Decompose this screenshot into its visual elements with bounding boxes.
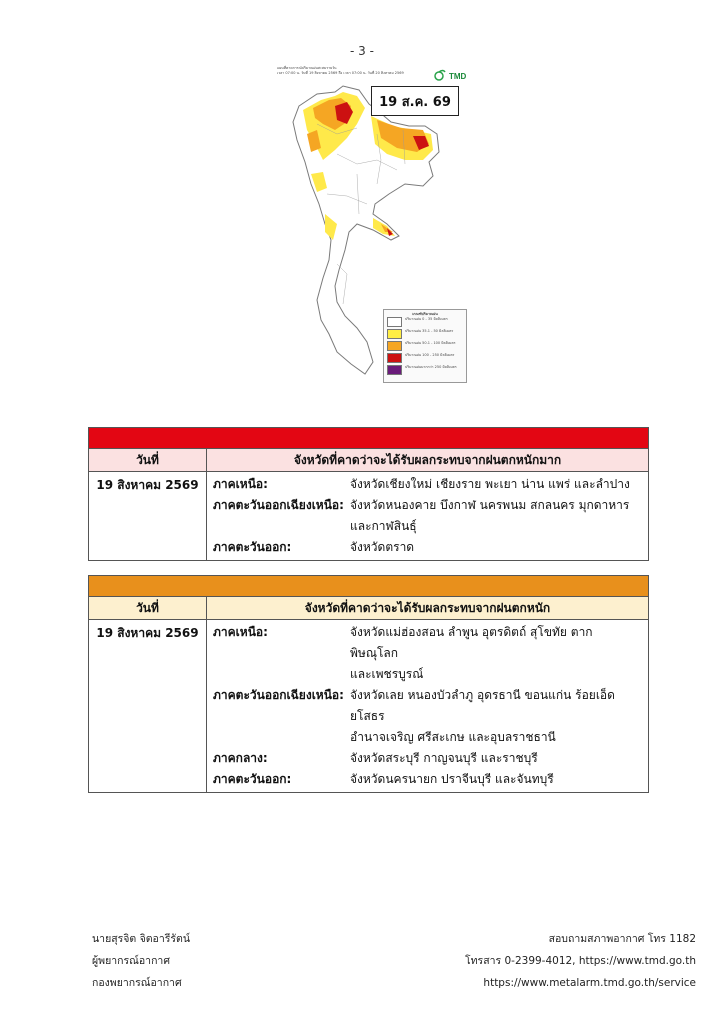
region-name: [213, 727, 350, 748]
region-name: [213, 516, 350, 537]
legend-swatch: [387, 317, 402, 327]
region-name: [213, 664, 350, 685]
legend-label: ปริมาณฝนมากกว่า 250 มิลลิเมตร: [405, 365, 457, 369]
date-column-header: วันที่: [89, 449, 207, 472]
region-row: [213, 474, 642, 495]
region-provinces: อำนาจเจริญ ศรีสะเกษ และอุบลราชธานี: [350, 730, 556, 744]
region-name: ภาคตะวันออกเฉียงเหนือ:: [213, 688, 344, 702]
region-row: [213, 727, 642, 748]
region-row: [213, 769, 642, 790]
table-row: [89, 620, 649, 793]
date-column-header: วันที่: [89, 597, 207, 620]
legend-item: [387, 329, 463, 340]
heavy-rain-table: [88, 575, 649, 793]
forecaster-division: กองพยากรณ์อากาศ: [92, 977, 182, 989]
region-provinces: จังหวัดเชียงใหม่ เชียงราย พะเยา น่าน แพร่ และลำปาง: [350, 477, 630, 491]
severity-bar-red: [89, 428, 649, 449]
legend-item: [387, 341, 463, 352]
legend-swatch: [387, 341, 402, 351]
legend-title: เกณฑ์ปริมาณฝน: [412, 312, 438, 316]
legend-swatch: [387, 365, 402, 375]
region-name: ภาคกลาง:: [213, 751, 268, 765]
table-row: [89, 472, 649, 561]
rainfall-forecast-map: [277, 64, 473, 386]
region-name: ภาคตะวันออก:: [213, 772, 292, 786]
region-provinces: จังหวัดแม่ฮ่องสอน ลำพูน อุตรดิตถ์ สุโขทัย ตาก พิษณุโลก: [350, 625, 593, 660]
legend-label: ปริมาณฝน 50.1 - 100 มิลลิเมตร: [405, 341, 456, 345]
region-row: [213, 622, 642, 664]
region-provinces: จังหวัดหนองคาย บึงกาฬ นครพนม สกลนคร มุกดาหาร: [350, 498, 630, 512]
table-color-bar: [89, 576, 649, 597]
contact-service-url: https://www.metalarm.tmd.go.th/service: [483, 977, 696, 989]
page-number: - 3 -: [350, 44, 374, 58]
region-provinces: จังหวัดเลย หนองบัวลำภู อุดรธานี ขอนแก่น ร้อยเอ็ด ยโสธร: [350, 688, 615, 723]
date-cell: 19 สิงหาคม 2569: [89, 472, 207, 561]
region-provinces: จังหวัดสระบุรี กาญจนบุรี และราชบุรี: [350, 751, 538, 765]
province-column-header: จังหวัดที่คาดว่าจะได้รับผลกระทบจากฝนตกหนัก: [207, 597, 649, 620]
province-column-header: จังหวัดที่คาดว่าจะได้รับผลกระทบจากฝนตกหนักมาก: [207, 449, 649, 472]
contact-fax-website: โทรสาร 0-2399-4012, https://www.tmd.go.th: [465, 955, 696, 967]
region-row: [213, 537, 642, 558]
forecaster-title: ผู้พยากรณ์อากาศ: [92, 955, 170, 967]
table-header-row: [89, 597, 649, 620]
contact-block: [465, 928, 696, 994]
table-header-row: [89, 449, 649, 472]
legend-label: ปริมาณฝน 100 - 250 มิลลิเมตร: [405, 353, 455, 357]
region-row: [213, 495, 642, 516]
region-name: ภาคเหนือ:: [213, 625, 268, 639]
legend-item: [387, 353, 463, 364]
region-provinces: และกาฬสินธุ์: [350, 519, 417, 533]
region-name: ภาคตะวันออกเฉียงเหนือ:: [213, 498, 344, 512]
region-row: [213, 685, 642, 727]
forecaster-signature-block: [92, 928, 190, 994]
map-header-period: เวลา 07:00 น. วันที่ 19 สิงหาคม 2569 ถึง เวลา 07:00 น. วันที่ 20 สิงหาคม 2569: [277, 71, 404, 75]
region-provinces: จังหวัดนครนายก ปราจีนบุรี และจันทบุรี: [350, 772, 554, 786]
table-color-bar: [89, 428, 649, 449]
legend-swatch: [387, 329, 402, 339]
severity-bar-orange: [89, 576, 649, 597]
legend-label: ปริมาณฝน 0 - 35 มิลลิเมตร: [405, 317, 448, 321]
legend-item: [387, 365, 463, 376]
legend-label: ปริมาณฝน 35.1 - 50 มิลลิเมตร: [405, 329, 454, 333]
map-header-title: แผนที่คาดการณ์ปริมาณฝนสะสมรายวัน: [277, 66, 337, 70]
map-date-label: 19 ส.ค. 69: [371, 86, 459, 116]
region-row: [213, 516, 642, 537]
very-heavy-rain-table: [88, 427, 649, 561]
map-legend: [383, 309, 467, 383]
region-row: [213, 748, 642, 769]
legend-item: [387, 317, 463, 328]
contact-phone: สอบถามสภาพอากาศ โทร 1182: [548, 933, 696, 945]
region-provinces: จังหวัดตราด: [350, 540, 415, 554]
svg-text:TMD: TMD: [449, 72, 467, 81]
regions-cell: [207, 620, 649, 793]
legend-swatch: [387, 353, 402, 363]
region-name: ภาคตะวันออก:: [213, 540, 292, 554]
region-row: [213, 664, 642, 685]
region-provinces: และเพชรบูรณ์: [350, 667, 424, 681]
region-name: ภาคเหนือ:: [213, 477, 268, 491]
date-cell: 19 สิงหาคม 2569: [89, 620, 207, 793]
regions-cell: [207, 472, 649, 561]
forecaster-name: นายสุรจิต จิตอารีรัตน์: [92, 933, 191, 945]
